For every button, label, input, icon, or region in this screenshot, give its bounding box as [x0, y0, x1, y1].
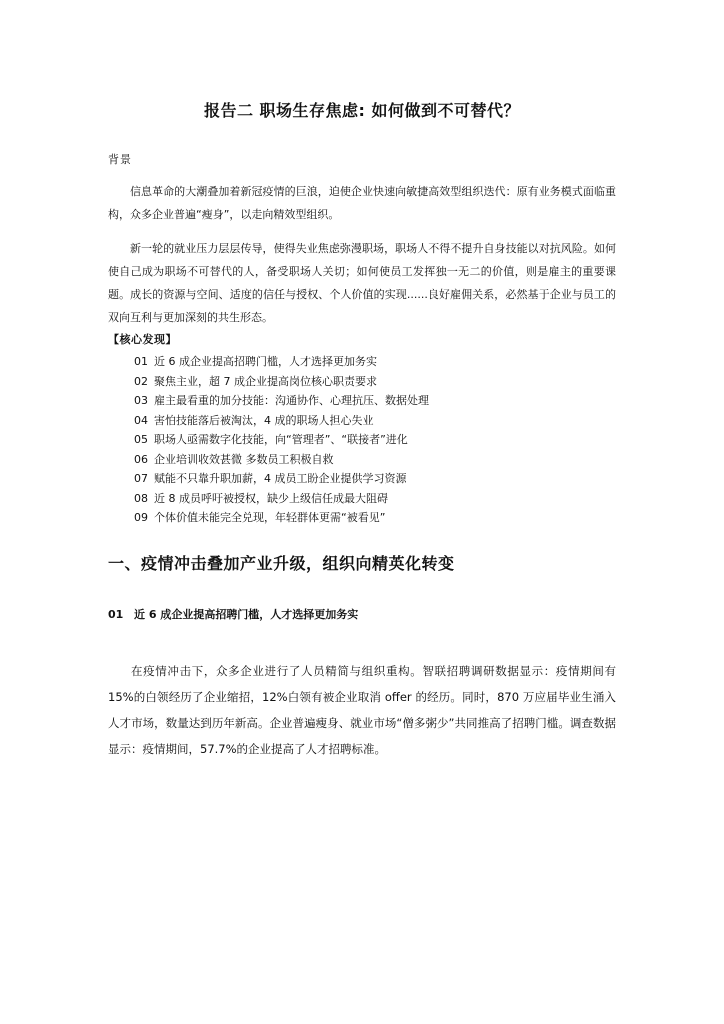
list-item	[134, 469, 429, 489]
report-title: 报告二 职场生存焦虑: 如何做到不可替代？	[203, 101, 521, 120]
list-item	[134, 372, 429, 392]
finding-number: 04	[134, 413, 148, 427]
finding-number: 08	[134, 491, 148, 505]
finding-number: 02	[134, 374, 148, 388]
finding-text: 聚焦主业，超 7 成企业提高岗位核心职责要求	[154, 374, 377, 388]
list-item	[134, 508, 429, 528]
list-item	[134, 430, 429, 450]
subsection-heading	[108, 606, 358, 622]
section-1-heading: 一、疫情冲击叠加产业升级，组织向精英化转变	[108, 554, 455, 573]
subsection-number: 01	[108, 608, 124, 621]
finding-number: 01	[134, 355, 148, 368]
finding-text: 雇主最看重的加分技能：沟通协作、心理抗压、数据处理	[154, 394, 429, 407]
subsection-title: 近 6 成企业提高招聘门槛，人才选择更加务实	[134, 608, 359, 621]
section-body-paragraph: 在疫情冲击下，众多企业进行了人员精简与组织重构。智联招聘调研数据显示：疫情期间有 15%的白领经历了企业缩招，12%白领有被企业取消 offer 的经历。同时，870 万应届毕业生涌入人才市场，数量达到历年新高。企业普遍瘦身、就业市场“僧多粥少”共同推高了招聘门槛。调查数据显示：疫情期间，57.7%的企业提高了人才招聘标准。	[108, 664, 616, 756]
background-paragraph-1: 信息革命的大潮叠加着新冠疫情的巨浪，迫使企业快速向敏捷高效型组织迭代：原有业务模式面临重构，众多企业普遍“瘦身”，以走向精效型组织。	[108, 185, 616, 221]
finding-text: 赋能不只靠升职加薪，4 成员工盼企业提供学习资源	[154, 472, 407, 485]
list-item	[134, 411, 429, 431]
finding-text: 个体价值未能完全兑现，年轻群体更需“被看见”	[154, 511, 386, 524]
finding-text: 企业培训收效甚微 多数员工积极自救	[154, 452, 334, 466]
finding-text: 近 6 成企业提高招聘门槛，人才选择更加务实	[154, 355, 377, 368]
finding-text: 近 8 成员呼吁被授权，缺少上级信任成最大阻碍	[154, 491, 388, 505]
list-item	[134, 391, 429, 411]
list-item	[134, 352, 429, 372]
list-item	[134, 489, 429, 509]
finding-text: 害怕技能落后被淘汰，4 成的职场人担心失业	[154, 413, 374, 427]
core-findings-list	[134, 352, 429, 528]
background-label: 背景	[108, 153, 132, 166]
finding-number: 03	[134, 394, 148, 407]
finding-text: 职场人亟需数字化技能，向“管理者”、“联接者”进化	[154, 433, 408, 446]
core-findings-heading: 【核心发现】	[108, 333, 177, 346]
finding-number: 05	[134, 433, 148, 446]
list-item	[134, 450, 429, 470]
finding-number: 06	[134, 452, 148, 466]
finding-number: 07	[134, 472, 148, 485]
background-paragraph-2: 新一轮的就业压力层层传导，使得失业焦虑弥漫职场，职场人不得不提升自身技能以对抗风险。如何使自己成为职场不可替代的人，备受职场人关切；如何使员工发挥独一无二的价值，则是雇主的重要课题。成长的资源与空间、适度的信任与授权、个人价值的实现......良好雇佣关系，必然基于企业与员工的双向互利与更加深刻的共生形态。	[108, 242, 616, 324]
finding-number: 09	[134, 511, 148, 524]
